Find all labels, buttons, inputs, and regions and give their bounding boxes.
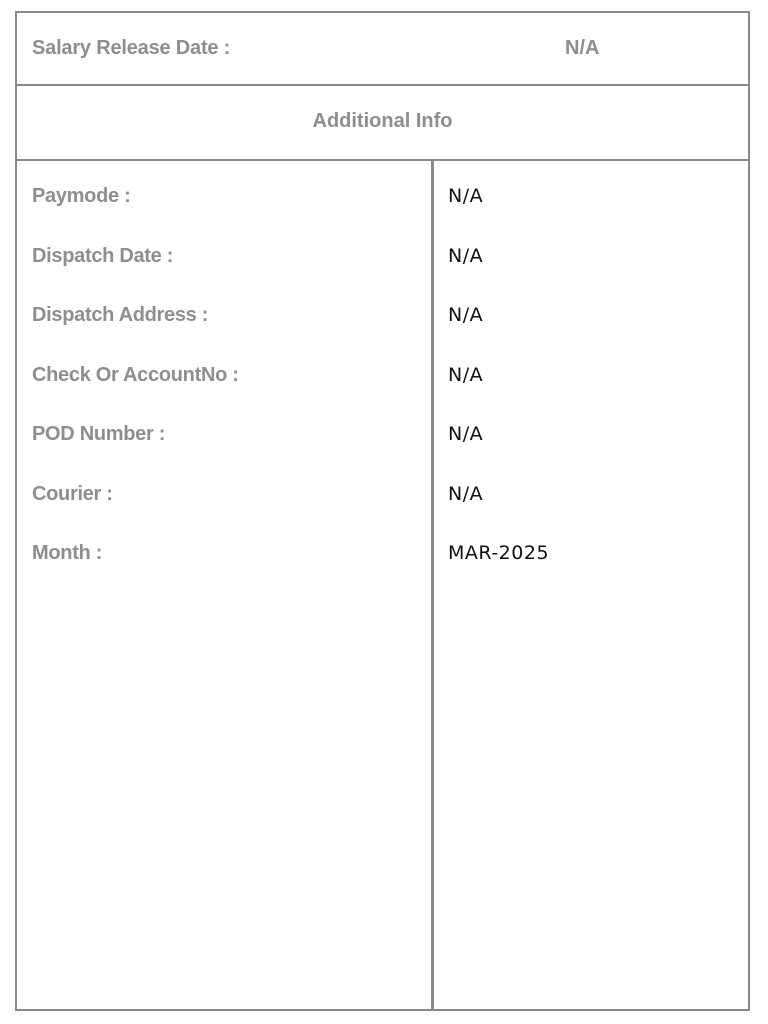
pod-number-label: POD Number : [32, 423, 166, 445]
month-value: MAR-2025 [448, 542, 550, 564]
paymode-label: Paymode : [32, 185, 131, 207]
courier-label: Courier : [32, 482, 113, 505]
check-or-account-no-value: N/A [448, 363, 484, 386]
courier-value: N/A [448, 482, 484, 505]
salary-release-value: N/A [565, 37, 600, 59]
column-divider [431, 161, 434, 1011]
dispatch-address-value: N/A [448, 304, 484, 326]
check-or-account-no-label: Check Or AccountNo : [32, 363, 239, 386]
paymode-value: N/A [448, 185, 484, 207]
dispatch-address-label: Dispatch Address : [32, 304, 209, 326]
field-values-column [448, 185, 549, 602]
dispatch-date-label: Dispatch Date : [32, 244, 174, 267]
info-table [15, 11, 750, 1011]
salary-release-label: Salary Release Date : [32, 37, 231, 59]
additional-info-title: Additional Info [312, 110, 453, 132]
month-label: Month : [32, 542, 103, 564]
pod-number-value: N/A [448, 423, 484, 445]
field-labels-column [32, 185, 239, 602]
salary-release-row [17, 13, 748, 86]
additional-info-header [17, 86, 748, 161]
dispatch-date-value: N/A [448, 244, 484, 267]
